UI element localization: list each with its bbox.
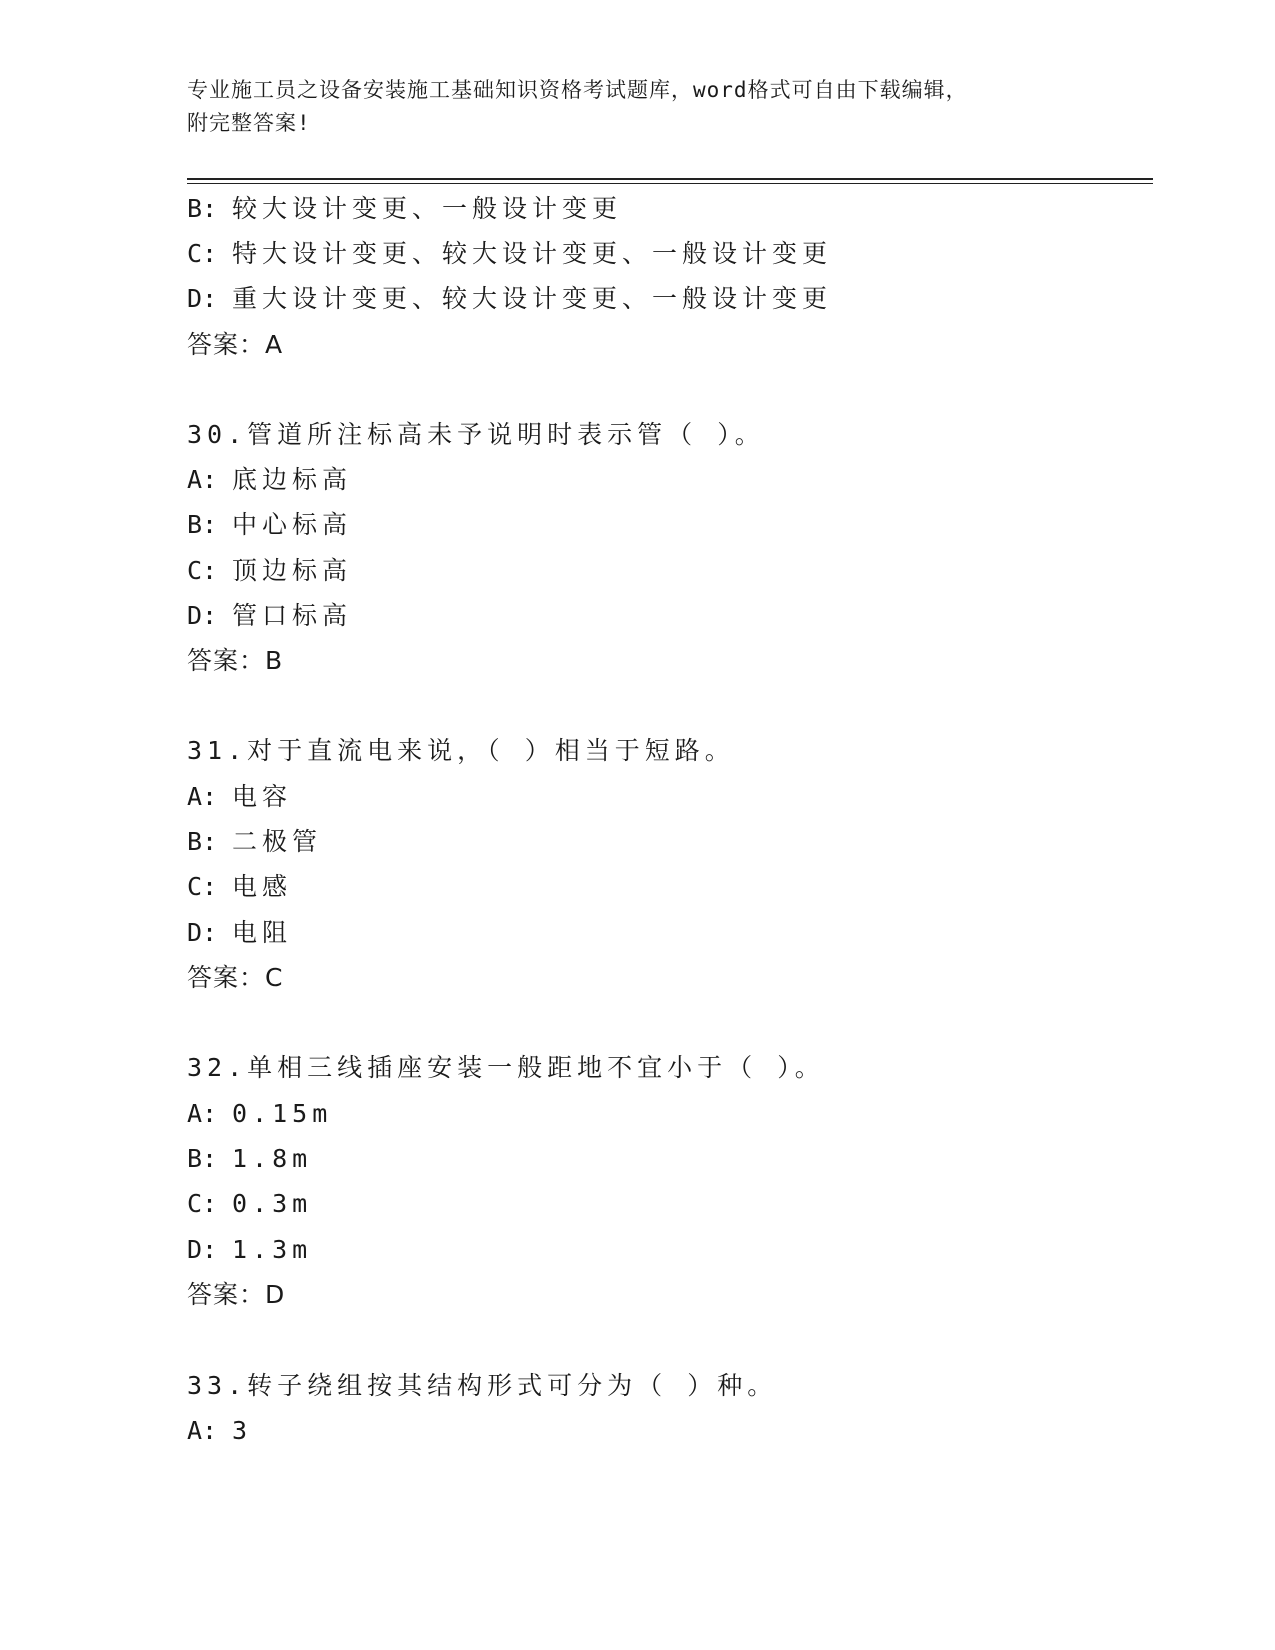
option-key: B: (187, 194, 218, 223)
answer-line: 答案：A (187, 330, 284, 359)
option-text: 电感 (232, 872, 293, 901)
option-key: D: (187, 601, 218, 630)
option-text: 1.3m (232, 1235, 313, 1264)
option-line (187, 238, 832, 270)
question-stem: 31.对于直流电来说，（ ）相当于短路。 (187, 736, 735, 765)
option-key: A: (187, 465, 218, 494)
option-line (187, 1188, 312, 1220)
option-key: D: (187, 284, 218, 313)
header-divider (187, 178, 1153, 180)
option-text: 重大设计变更、较大设计变更、一般设计变更 (232, 284, 833, 313)
option-key: B: (187, 1144, 218, 1173)
option-key: A: (187, 782, 218, 811)
option-key: A: (187, 1416, 218, 1445)
option-key: C: (187, 872, 218, 901)
option-line (187, 555, 352, 587)
answer-line: 答案：B (187, 646, 284, 675)
option-key: C: (187, 1189, 218, 1218)
option-line (187, 781, 292, 813)
document-header (187, 74, 1087, 140)
option-line (187, 871, 292, 903)
option-key: C: (187, 239, 218, 268)
option-key: B: (187, 510, 218, 539)
option-line (187, 1415, 252, 1447)
option-text: 特大设计变更、较大设计变更、一般设计变更 (232, 239, 833, 268)
option-text: 管口标高 (232, 601, 353, 630)
option-text: 二极管 (232, 827, 323, 856)
option-line (187, 600, 352, 632)
option-line (187, 826, 322, 858)
header-line-2: 附完整答案! (187, 111, 311, 135)
option-line (187, 193, 622, 225)
option-text: 底边标高 (232, 465, 353, 494)
option-line (187, 1234, 312, 1266)
answer-line: 答案：D (187, 1280, 286, 1309)
option-key: B: (187, 827, 218, 856)
option-line (187, 464, 352, 496)
option-text: 1.8m (232, 1144, 313, 1173)
option-line (187, 509, 352, 541)
option-text: 电阻 (232, 918, 293, 947)
option-text: 较大设计变更、一般设计变更 (232, 194, 623, 223)
header-divider-thin (187, 183, 1153, 184)
option-text: 顶边标高 (232, 556, 353, 585)
option-key: A: (187, 1099, 218, 1128)
option-key: C: (187, 556, 218, 585)
question-stem: 33.转子绕组按其结构形式可分为（ ）种。 (187, 1371, 778, 1400)
option-key: D: (187, 1235, 218, 1264)
option-text: 0.15m (232, 1099, 333, 1128)
option-line (187, 283, 832, 315)
option-line (187, 1143, 312, 1175)
answer-line: 答案：C (187, 963, 284, 992)
option-text: 中心标高 (232, 510, 353, 539)
question-stem: 32.单相三线插座安装一般距地不宜小于（ ）。 (187, 1053, 825, 1082)
option-line (187, 917, 292, 949)
option-key: D: (187, 918, 218, 947)
option-text: 电容 (232, 782, 293, 811)
option-line (187, 1098, 332, 1130)
option-text: 0.3m (232, 1189, 313, 1218)
header-line-1: 专业施工员之设备安装施工基础知识资格考试题库，word格式可自由下载编辑， (187, 78, 968, 102)
option-text: 3 (232, 1416, 253, 1445)
question-stem: 30.管道所注标高未予说明时表示管（ ）。 (187, 420, 765, 449)
